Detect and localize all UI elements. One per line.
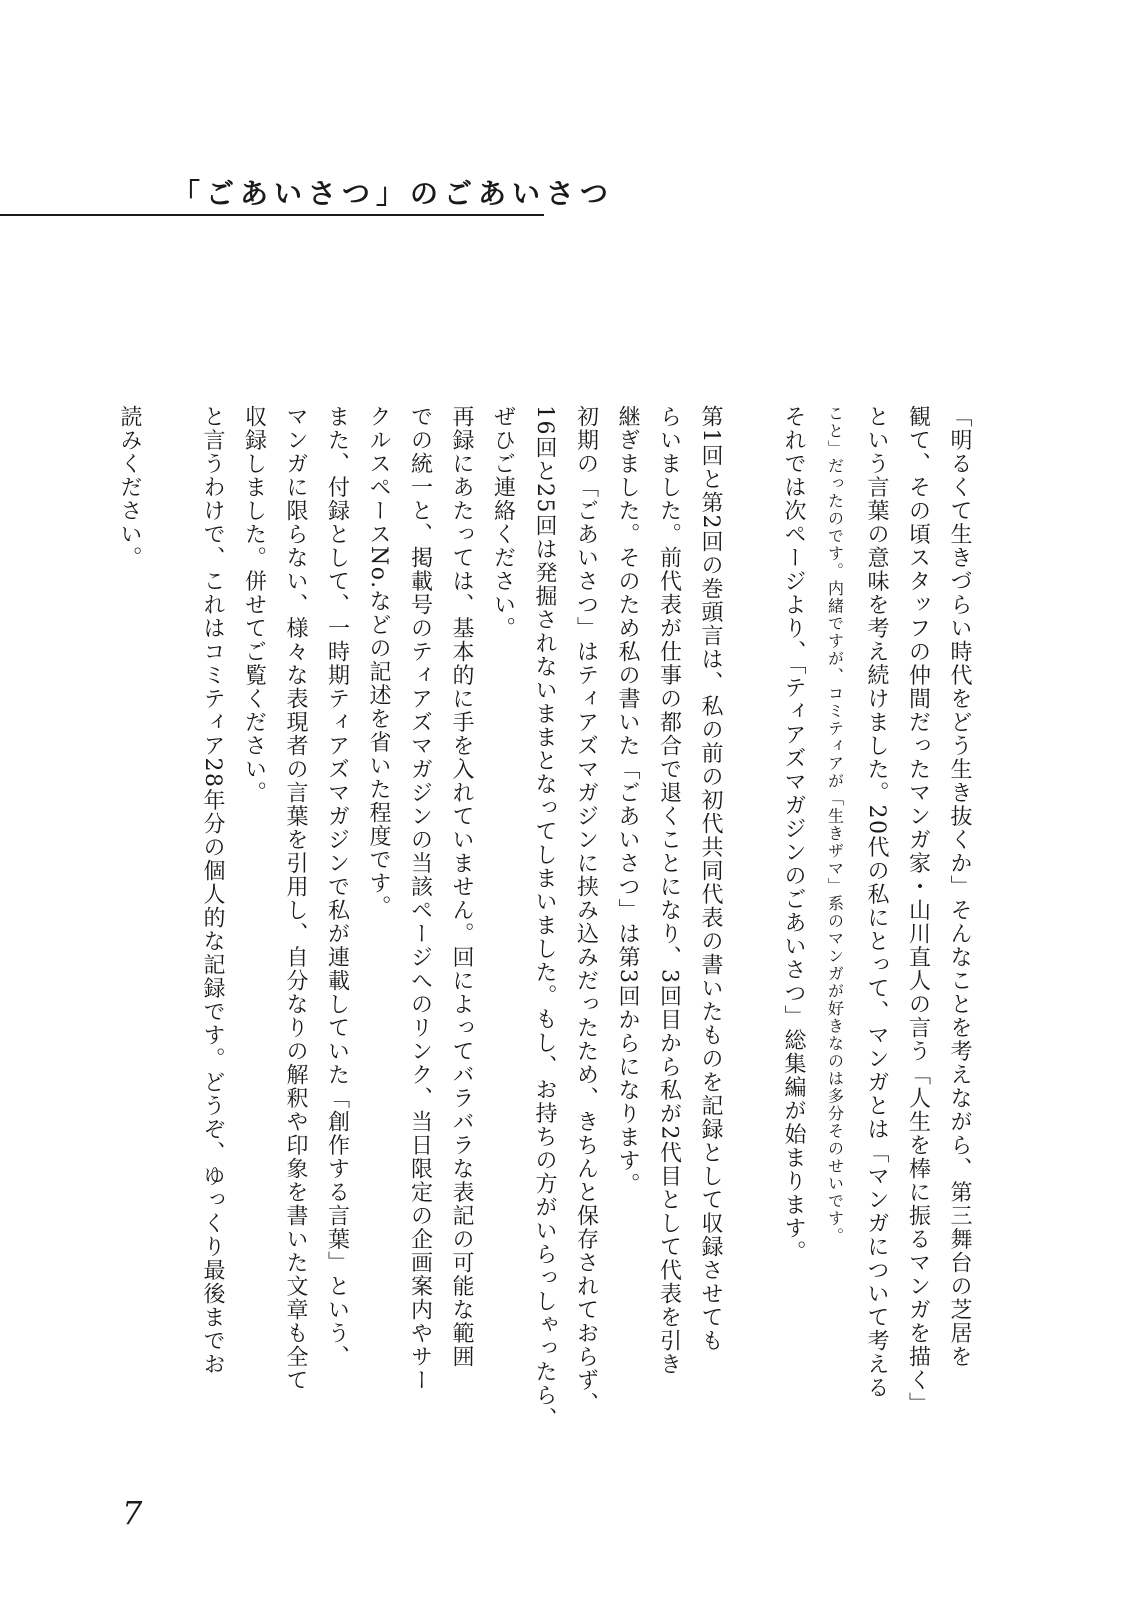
- text-column: ぜひご連絡ください。: [490, 405, 516, 640]
- text-column: こと」だったのです。内緒ですが、コミティアが「生きザマ」系のマンガが好きなのは多分そのせいです。: [825, 405, 845, 1245]
- text-column: 読みください。: [117, 405, 142, 570]
- text-column: それでは次ページより、「ティアズマガジンのごあいさつ」総集編が始まります。: [781, 405, 806, 1264]
- text-column: 「明るくて生きづらい時代をどう生き抜くか」そんなことを考えながら、第三舞台の芝居を: [947, 405, 972, 1369]
- page-number: 7: [122, 1494, 143, 1532]
- text-column: 収録しました。併せてご覧ください。: [241, 405, 267, 805]
- text-column: という言葉の意味を考え続けました。20代の私にとって、マンガとは「マンガについて考える: [864, 405, 889, 1400]
- text-column: 第1回と第2回の巻頭言は、私の前の初代共同代表の書いたものを記録として収録させても: [698, 405, 723, 1353]
- text-column: 観て、その頃スタッフの仲間だったマンガ家・山川直人の言う「人生を棒に振るマンガを描く」: [905, 405, 931, 1416]
- text-column: らいました。前代表が仕事の都合で退くことになり、3回目から私が2代目として代表を引き: [656, 405, 682, 1376]
- text-column: 初期の「ごあいさつ」はティアズマガジンに挟み込みだったため、きちんと保存されておらず、: [573, 405, 599, 1416]
- page-title: 「ごあいさつ」のごあいさつ: [172, 177, 615, 210]
- text-column: 継ぎました。そのため私の書いた「ごあいさつ」は第3回からになります。: [615, 405, 640, 1196]
- text-column: クルスペースNo.などの記述を省いた程度です。: [366, 405, 391, 919]
- title-underline: [0, 214, 544, 216]
- text-column: と言うわけで、これはコミティア28年分の個人的な記録です。どうぞ、ゆっくり最後までお: [200, 405, 225, 1376]
- text-column: また、付録として、一時期ティアズマガジンで私が連載していた「創作する言葉」という、: [324, 405, 350, 1369]
- text-column: での統一と、掲載号のティアズマガジンの当該ページへのリンク、当日限定の企画案内やサー: [407, 405, 433, 1392]
- text-column: 再録にあたっては、基本的に手を入れていません。回によってバラバラな表記の可能な範囲: [449, 405, 474, 1369]
- text-column: 16回と25回は発掘されないままとなってしまいました。もし、お持ちの方がいらっしゃったら、: [532, 405, 557, 1431]
- text-column: マンガに限らない、様々な表現者の言葉を引用し、自分なりの解釈や印象を書いた文章も全て: [283, 405, 308, 1392]
- body-text: [117, 405, 980, 1431]
